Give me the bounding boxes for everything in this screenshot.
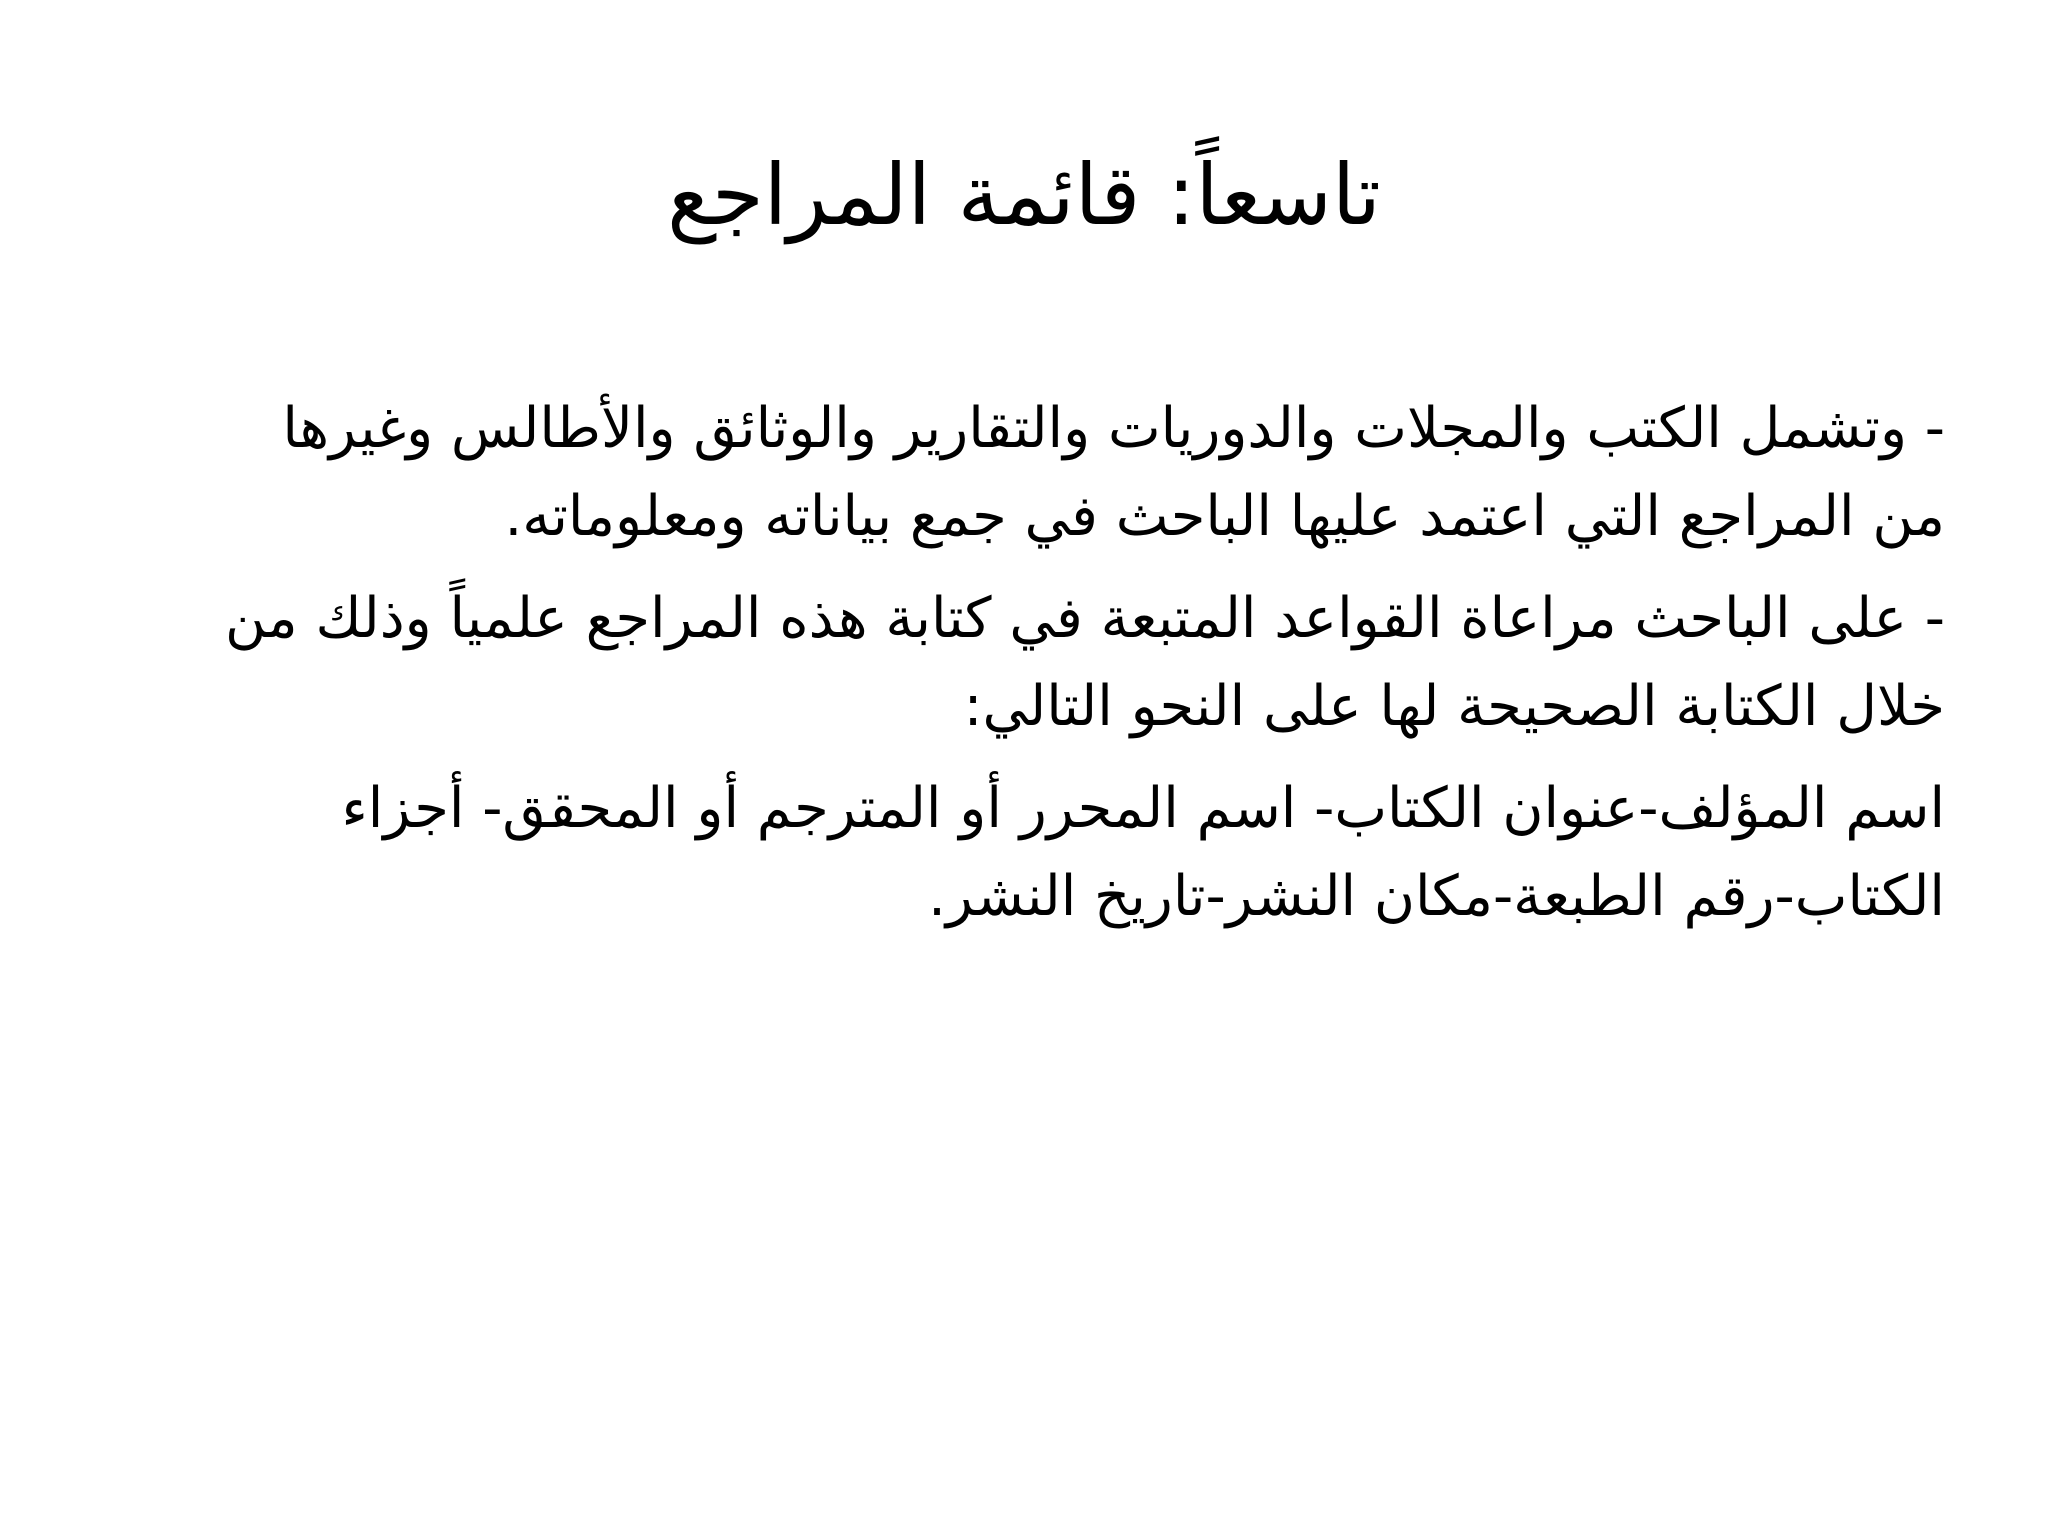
paragraph-references-include: - وتشمل الكتب والمجلات والدوريات والتقارير والوثائق والأطالس وغيرها من المراجع التي اعتمد عليها الباحث في جمع بياناته ومعلوماته. [282, 396, 1945, 549]
slide-body [205, 385, 1945, 955]
paragraph-citation-rules: - على الباحث مراعاة القواعد المتبعة في كتابة هذه المراجع علمياً وذلك من خلال الكتابة الصحيحة لها على النحو التالي: [225, 586, 1945, 739]
slide-title: تاسعاً: قائمة المراجع [667, 146, 1381, 244]
paragraph-citation-format: اسم المؤلف-عنوان الكتاب- اسم المحرر أو المترجم أو المحقق- أجزاء الكتاب-رقم الطبعة-مكان النشر-تاريخ النشر. [341, 776, 1945, 929]
